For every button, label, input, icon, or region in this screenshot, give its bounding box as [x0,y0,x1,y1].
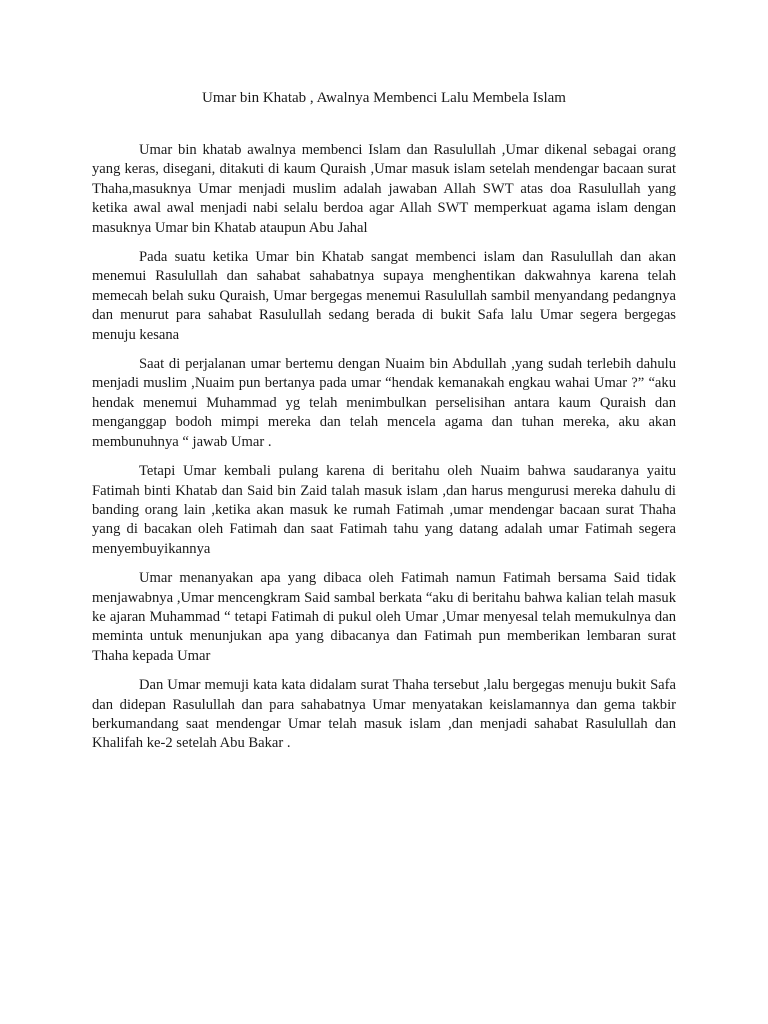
paragraph-3: Saat di perjalanan umar bertemu dengan Nuaim bin Abdullah ,yang sudah terlebih dahulu menjadi muslim ,Nuaim pun bertanya pada umar “hendak kemanakah engkau wahai Umar ?” “aku hendak menemui Muhammad yg telah menimbulkan perselisihan antara kaum Quraish dan menganggap bodoh mimpi mereka dan telah mencela agama dan tuhan mereka, aku akan membunuhnya “ jawab Umar . [92,356,676,450]
paragraph-4: Tetapi Umar kembali pulang karena di beritahu oleh Nuaim bahwa saudaranya yaitu Fatimah binti Khatab dan Said bin Zaid talah masuk islam ,dan harus mengurusi mereka dahulu di banding orang lain ,ketika akan masuk ke rumah Fatimah ,umar mendengar bacaan surat Thaha yang di bacakan oleh Fatimah dan saat Fatimah tahu yang datang adalah umar Fatimah segera menyembuyikannya [92,463,676,557]
paragraph-6: Dan Umar memuji kata kata didalam surat Thaha tersebut ,lalu bergegas menuju bukit Safa dan didepan Rasulullah dan para sahabatnya Umar menyatakan keislamannya dan gema takbir berkumandang saat mendengar Umar telah masuk islam ,dan menjadi sahabat Rasulullah dan Khalifah ke-2 setelah Abu Bakar . [92,677,676,752]
document-body [92,141,676,764]
paragraph-2: Pada suatu ketika Umar bin Khatab sangat membenci islam dan Rasulullah dan akan menemui Rasulullah dan sahabat sahabatnya supaya menghentikan dakwahnya karena telah memecah belah suku Quraish, Umar bergegas menemui Rasulullah sambil menyandang pedangnya dan menurut para sahabat Rasulullah sedang berada di bukit Safa lalu Umar segera bergegas menuju kesana [92,249,676,343]
document-title: Umar bin Khatab , Awalnya Membenci Lalu Membela Islam [202,90,566,106]
paragraph-1: Umar bin khatab awalnya membenci Islam dan Rasulullah ,Umar dikenal sebagai orang yang keras, disegani, ditakuti di kaum Quraish ,Umar masuk islam setelah mendengar bacaan surat Thaha,masuknya Umar menjadi muslim adalah jawaban Allah SWT atas doa Rasulullah yang ketika awal awal menjadi nabi selalu berdoa agar Allah SWT memperkuat agama islam dengan masuknya Umar bin Khatab ataupun Abu Jahal [92,142,676,236]
paragraph-5: Umar menanyakan apa yang dibaca oleh Fatimah namun Fatimah bersama Said tidak menjawabnya ,Umar mencengkram Said sambal berkata “aku di beritahu bahwa kalian telah masuk ke ajaran Muhammad “ tetapi Fatimah di pukul oleh Umar ,Umar menyesal telah memukulnya dan meminta untuk menunjukan apa yang dibacanya dan Fatimah pun memberikan lembaran surat Thaha kepada Umar [92,570,676,664]
